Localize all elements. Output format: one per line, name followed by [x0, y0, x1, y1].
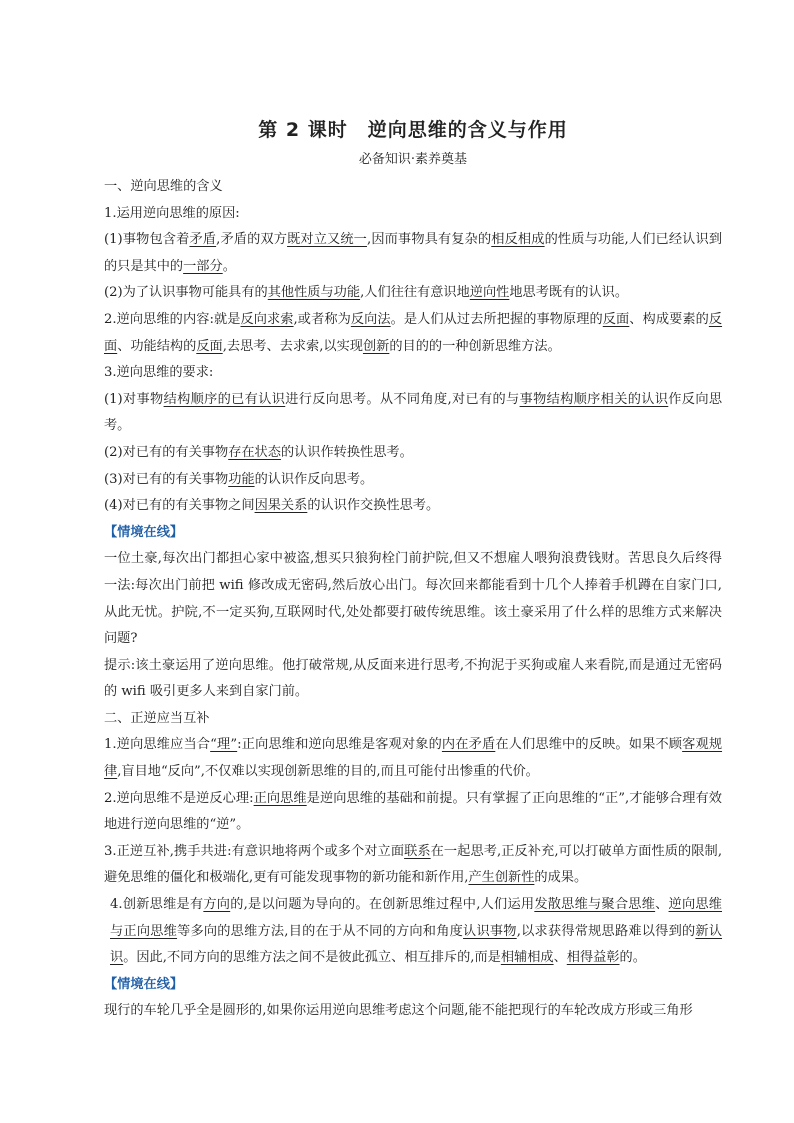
text-segment: 的认识作交换性思考。 — [307, 498, 440, 514]
text-segment: 。 — [222, 258, 236, 274]
underlined-answer: 反面 — [196, 338, 223, 354]
underlined-answer: 存在状态 — [228, 444, 281, 460]
sec2-item-4 — [104, 892, 722, 972]
text-segment: 进行反向思考。从不同角度,对已有的与 — [285, 391, 520, 407]
text-segment: 在一起思考,正反补充,可以打破单方面性质的限制,避免思维的僵化和极端化,更有可能发现事物的新功能和新作用, — [104, 843, 723, 886]
item-1-1 — [104, 227, 722, 280]
underlined-answer: 创新 — [362, 338, 390, 354]
item-1-2 — [104, 280, 722, 307]
underlined-answer: 客观规律 — [104, 737, 723, 780]
item-3-1 — [104, 387, 722, 440]
text-segment: ,因而事物具有复杂的 — [367, 232, 492, 248]
text-segment: 的目的的一种创新思维方法。 — [389, 338, 561, 354]
text-segment: 的成果。 — [534, 870, 588, 886]
scene-2-text: 现行的车轮几乎全是圆形的,如果你运用逆向思维考虑这个问题,能不能把现行的车轮改成方形或三角形 — [104, 1003, 693, 1019]
underlined-answer: 反向法 — [350, 311, 391, 327]
text-segment: ,盲目地“反向”,不仅难以实现创新思维的目的,而且可能付出惨重的代价。 — [117, 764, 539, 780]
text-segment: (3)对已有的有关事物 — [104, 471, 229, 487]
underlined-answer: 功能 — [228, 471, 255, 487]
underlined-answer: 反面 — [104, 311, 723, 354]
item-3-4 — [104, 493, 722, 520]
text-segment: 。因此,不同方向的思维方法之间不是彼此孤立、相互排斥的,而是 — [123, 950, 501, 966]
text-segment: 等多向的思维方法,目的在于从不同的方向和角度 — [177, 923, 464, 939]
scene-1-hint: 提示:该土豪运用了逆向思维。他打破常规,从反面来进行思考,不拘泥于买狗或雇人来看院,而是通过无密码的 wifi 吸引更多人来到自家门前。 — [104, 657, 722, 700]
item-3-3 — [104, 467, 722, 494]
text-segment: 1.逆向思维应当合 — [104, 737, 211, 753]
text-segment: (1)事物包含着 — [104, 232, 190, 248]
text-segment: 地思考既有的认识。 — [509, 285, 629, 301]
underlined-answer: “理” — [210, 737, 238, 753]
text-segment: (2)对已有的有关事物 — [104, 444, 229, 460]
underlined-answer: 逆向思维与正向思维 — [110, 897, 722, 939]
underlined-answer: 新认识 — [110, 923, 723, 966]
underlined-answer: 内在矛盾 — [441, 737, 496, 753]
underlined-answer: 其他性质与功能 — [267, 285, 361, 301]
underlined-answer: 一部分 — [183, 258, 223, 274]
text-segment: 作反向思考。 — [104, 391, 723, 434]
underlined-answer: 既对立又统一 — [287, 232, 368, 248]
underlined-answer: 因果关系 — [254, 498, 308, 514]
text-segment: 2.逆向思维的内容:就是 — [104, 311, 241, 327]
underlined-answer: 相得益彰 — [566, 950, 620, 966]
text-segment: 、功能结构的 — [117, 338, 197, 354]
text-segment: ,矛盾的双方 — [216, 232, 288, 248]
text-segment: (1)对事物 — [104, 391, 164, 407]
item-1-label: 1.运用逆向思维的原因: — [104, 205, 240, 221]
text-segment: (2)为了认识事物可能具有的 — [104, 285, 268, 301]
scene-1-text: 一位土豪,每次出门都担心家中被盗,想买只狼狗栓门前护院,但又不想雇人喂狗浪费钱财。苦思良久后终得一法:每次出门前把 wifi 修改成无密码,然后放心出门。每次回来都能看到十几个人捧着手机蹲在自家门口,从此无忧。护院,不一定买狗,互联网时代,处处都要打破传统思维。该土豪采用了什么样的思维方式来解决问题? — [104, 551, 722, 647]
sec2-item-2 — [104, 786, 722, 839]
section-heading-1: 一、逆向思维的含义 — [104, 179, 223, 194]
item-3-2 — [104, 440, 722, 467]
sec2-item-1 — [104, 732, 722, 785]
underlined-answer: 相反相成 — [491, 232, 545, 248]
document-body — [104, 174, 722, 1025]
text-segment: 的,是以问题为导向的。在创新思维过程中,人们运用 — [230, 897, 535, 913]
text-segment: 、 — [655, 897, 669, 913]
underlined-answer: 事物结构顺序相关的认识 — [519, 391, 669, 407]
underlined-answer: 逆向性 — [469, 285, 510, 301]
text-segment: 的认识作转换性思考。 — [280, 444, 413, 460]
text-segment: 在人们思维中的反映。如果不顾 — [495, 737, 683, 753]
underlined-answer: 产生创新性 — [468, 870, 535, 886]
underlined-answer: 方向 — [203, 897, 231, 913]
underlined-answer: 结构顺序的已有认识 — [163, 391, 286, 407]
text-segment: ,人们往往有意识地 — [360, 285, 470, 301]
text-segment: 2.逆向思维不是逆反心理: — [104, 790, 254, 806]
text-segment: (4)对已有的有关事物之间 — [104, 498, 255, 514]
text-segment: 、构成要素的 — [629, 311, 709, 327]
page-title: 第 2 课时 逆向思维的含义与作用 — [258, 119, 568, 141]
page-subtitle: 必备知识·素养奠基 — [358, 152, 468, 167]
text-segment: 的性质与功能,人们已经认识到的只是其中的 — [104, 232, 723, 274]
text-segment: 4.创新思维是有 — [110, 897, 204, 913]
text-segment: 的。 — [619, 950, 646, 966]
sec2-item-3 — [104, 839, 722, 892]
underlined-answer: 发散思维与聚合思维 — [534, 897, 656, 913]
scene-label-2: 【情境在线】 — [104, 976, 184, 992]
section-heading-2: 二、正逆应当互补 — [104, 710, 210, 726]
text-segment: 。是人们从过去所把握的事物原理的 — [390, 311, 603, 327]
text-segment: ,或者称为 — [293, 311, 351, 327]
text-segment: :正向思维和逆向思维是客观对象的 — [237, 737, 442, 753]
text-segment: 、 — [553, 950, 567, 966]
text-segment: ,以求获得常规思路难以得到的 — [516, 923, 696, 939]
text-segment: 3.正逆互补,携手共进:有意识地将两个或多个对立面 — [104, 843, 405, 859]
text-segment: 是逆向思维的基础和前提。只有掌握了正向思维的“正”,才能够合理有效地进行逆向思维的“逆”。 — [104, 790, 722, 833]
scene-label-1: 【情境在线】 — [104, 524, 184, 540]
underlined-answer: 反面 — [602, 311, 630, 327]
underlined-answer: 认识事物 — [463, 923, 517, 939]
text-segment: 的认识作反向思考。 — [254, 471, 374, 487]
item-3-label: 3.逆向思维的要求: — [104, 365, 214, 381]
underlined-answer: 联系 — [404, 843, 431, 859]
item-2 — [104, 307, 722, 360]
underlined-answer: 相辅相成 — [500, 950, 554, 966]
underlined-answer: 矛盾 — [189, 232, 217, 248]
text-segment: ,去思考、去求索,以实现 — [222, 338, 363, 354]
underlined-answer: 正向思维 — [253, 790, 307, 806]
underlined-answer: 反向求索 — [240, 311, 294, 327]
